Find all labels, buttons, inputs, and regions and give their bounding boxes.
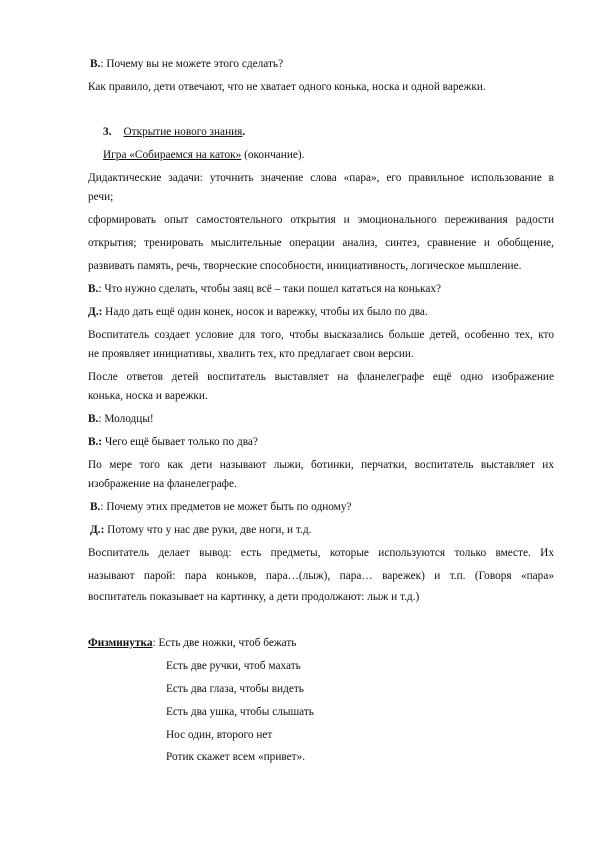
- paragraph-line: не проявляет инициативы, хвалить тех, кто предлагает свои версии.: [88, 348, 414, 360]
- dialogue-line-children-answer-2: [90, 523, 311, 537]
- dialogue-text: Чего ещё бывает только по два?: [102, 436, 258, 448]
- dialogue-line-teacher-question-2: [88, 282, 441, 296]
- dialogue-line-teacher-praise: [88, 412, 154, 426]
- paragraph-line: После ответов детей воспитатель выставляет на фланелеграфе ещё одно изображение: [88, 371, 554, 383]
- dialogue-line-children-answer-1: [88, 305, 428, 319]
- dialogue-line-teacher-question-1: [90, 57, 283, 71]
- dialogue-text: : Молодцы!: [98, 413, 154, 425]
- speaker-label: Д.:: [88, 306, 103, 318]
- physical-minute-label: Физминутка: [88, 637, 153, 649]
- paragraph-line: воспитатель показывает на картинку, а дети продолжают: лыж и т.д.): [88, 591, 420, 603]
- speaker-label: В.:: [88, 436, 103, 448]
- speaker-label: В.: [88, 413, 99, 425]
- game-title: Игра «Собираемся на каток»: [103, 149, 242, 161]
- paragraph-line: сформировать опыт самостоятельного открытия и эмоционального переживания радости: [88, 214, 554, 226]
- poem-line: Есть две ручки, чтоб махать: [166, 660, 301, 672]
- paragraph-line: конька, носка и варежки.: [88, 390, 208, 402]
- paragraph-line: развивать память, речь, творческие способности, инициативность, логическое мышление.: [88, 260, 522, 272]
- paragraph-line: Воспитатель создает условие для того, чтобы высказались больше детей, особенно тех, кто: [88, 329, 554, 341]
- speaker-label: В.: [90, 501, 101, 513]
- physical-minute-line: [88, 636, 296, 650]
- paragraph-line: называют парой: пара коньков, пара…(лыж), пара… варежек) и т.п. (Говоря «пара»: [88, 570, 554, 582]
- game-title-line: [103, 148, 305, 162]
- dialogue-line-teacher-question-4: [90, 500, 351, 514]
- poem-line: : Есть две ножки, чтоб бежать: [152, 637, 297, 649]
- paragraph-line: Воспитатель делает вывод: есть предметы, которые используются только вместе. Их: [88, 547, 554, 559]
- dialogue-text: Потому что у нас две руки, две ноги, и т.д.: [104, 524, 312, 536]
- paragraph-line: Как правило, дети отвечают, что не хватает одного конька, носка и одной варежки.: [88, 81, 486, 93]
- section-number: 3.: [103, 126, 112, 138]
- speaker-label: В.: [90, 58, 101, 70]
- dialogue-text: : Что нужно сделать, чтобы заяц всё – таки пошел кататься на коньках?: [98, 283, 441, 295]
- speaker-label: В.: [88, 283, 99, 295]
- paragraph-line: По мере того как дети называют лыжи, ботинки, перчатки, воспитатель выставляет их: [88, 459, 554, 471]
- paragraph-line: Дидактические задачи: уточнить значение слова «пара», его правильное использование в: [88, 172, 554, 184]
- section-title-dot: .: [242, 126, 246, 138]
- poem-line: Есть два глаза, чтобы видеть: [166, 683, 304, 695]
- dialogue-text: : Почему вы не можете этого сделать?: [100, 58, 284, 70]
- dialogue-line-teacher-question-3: [88, 435, 258, 449]
- poem-line: Ротик скажет всем «привет».: [166, 751, 306, 763]
- dialogue-text: : Почему этих предметов не может быть по одному?: [100, 501, 352, 513]
- section-title: Открытие нового знания: [123, 126, 243, 138]
- dialogue-text: Надо дать ещё один конек, носок и варежку, чтобы их было по два.: [102, 306, 428, 318]
- paragraph-line: речи;: [88, 191, 114, 203]
- paragraph-line: открытия; тренировать мыслительные операции анализ, синтез, сравнение и обобщение,: [88, 237, 554, 249]
- speaker-label: Д.:: [90, 524, 105, 536]
- paragraph-line: изображение на фланелеграфе.: [88, 478, 237, 490]
- poem-line: Есть два ушка, чтобы слышать: [166, 706, 314, 718]
- game-title-rest: (окончание).: [241, 149, 305, 161]
- section-heading: [103, 125, 245, 139]
- poem-line: Нос один, второго нет: [166, 729, 273, 741]
